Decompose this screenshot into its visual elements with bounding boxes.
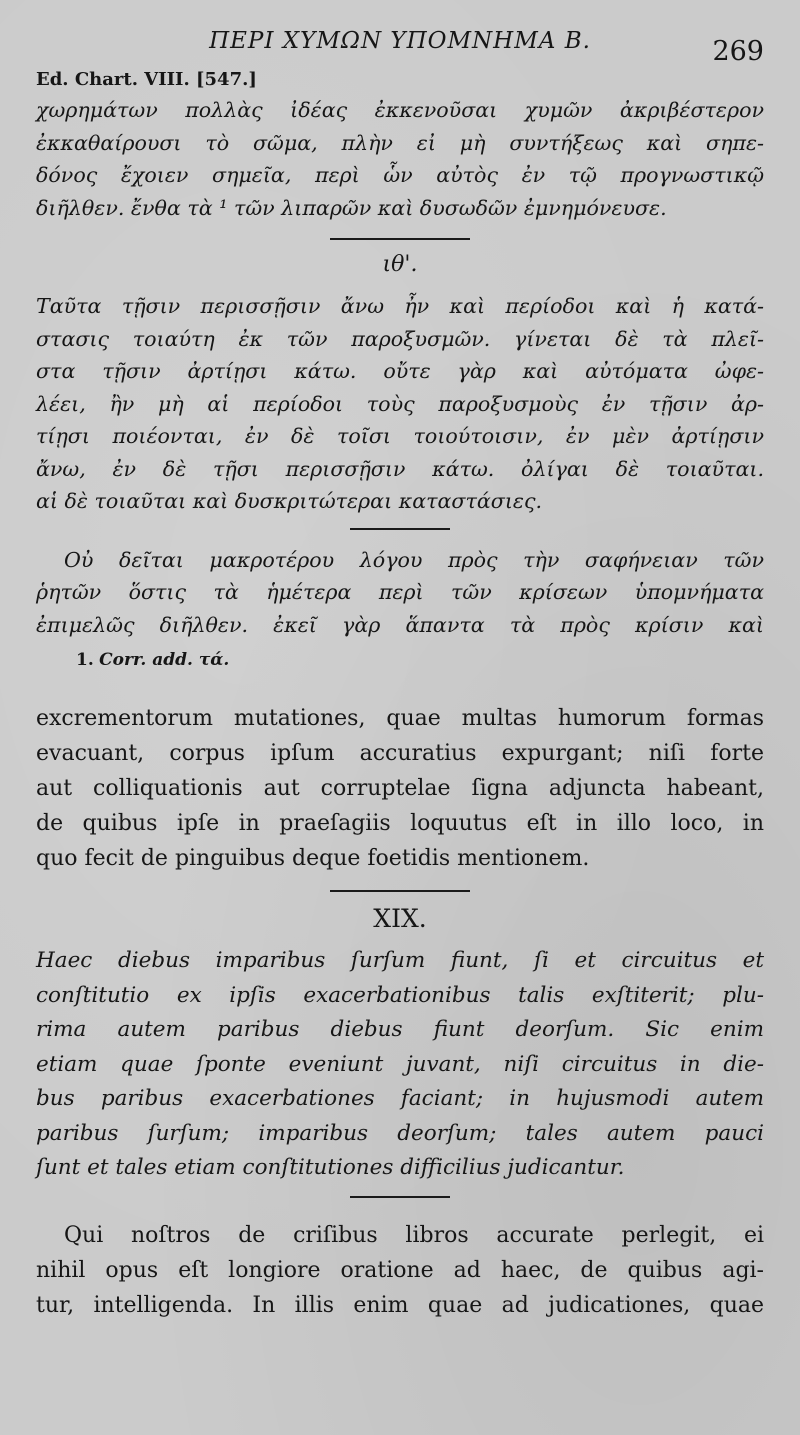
greek-line: Ταῦτα τῇσιν περισσῇσιν ἄνω ἦν καὶ περίοδοι καὶ ἡ κατά- — [36, 294, 764, 318]
latin-line: paribus ſurſum; imparibus deorſum; tales autem pauci — [36, 1120, 764, 1146]
greek-line: τίῃσι ποιέονται, ἐν δὲ τοῖσι τοιούτοισιν, ἐν μὲν ἀρτίῃσιν — [36, 424, 764, 448]
greek-line: Οὐ δεῖται μακροτέρου λόγου πρὸς τὴν σαφήνειαν τῶν — [64, 547, 764, 572]
latin-line: aut colliquationis aut corruptelae ſigna adjuncta habeant, — [36, 776, 764, 801]
footnote-text: Corr. add. τά. — [99, 650, 230, 670]
latin-line: rima autem paribus diebus fiunt deorſum. Sic enim — [36, 1017, 764, 1042]
greek-line: ἐκκαθαίρουσι τὸ σῶμα, πλὴν εἰ μὴ συντήξεως καὶ σηπε- — [36, 130, 764, 155]
latin-aphorism — [36, 944, 764, 1186]
latin-line: ſunt et tales etiam conſtitutiones difficilius judicantur. — [36, 1155, 625, 1180]
greek-line: ἄνω, ἐν δὲ τῇσι περισσῇσιν κάτω. ὀλίγαι δὲ τοιαῦται. — [36, 456, 764, 481]
greek-aphorism — [36, 290, 764, 518]
footnote-number: 1. — [76, 650, 94, 670]
latin-line: conſtitutio ex ipſis exacerbationibus talis exſtiterit; plu- — [36, 982, 764, 1008]
latin-line: quo fecit de pinguibus deque foetidis mentionem. — [36, 846, 590, 871]
greek-line: διῆλθεν. ἔνθα τὰ ¹ τῶν λιπαρῶν καὶ δυσωδῶν ἐμνημόνευσε. — [36, 195, 667, 220]
running-title: ΠΕΡΙ ΧΥΜΩΝ ΥΠΟΜΝΗΜΑ Β. — [209, 28, 591, 54]
page-header — [36, 0, 764, 66]
greek-line: ῥητῶν ὅστις τὰ ἡμέτερα περὶ τῶν κρίσεων ὑπομνήματα — [36, 580, 764, 604]
greek-line: χωρημάτων πολλὰς ἰδέας ἐκκενοῦσαι χυμῶν ἀκριβέστερον — [36, 98, 764, 122]
latin-line: de quibus ipſe in praeſagiis loquutus eſt in illo loco, in — [36, 811, 764, 836]
greek-line: στασις τοιαύτη ἐκ τῶν παροξυσμῶν. γίνεται δὲ τὰ πλεῖ- — [36, 326, 764, 351]
greek-section-number: ιθ'. — [382, 252, 418, 277]
greek-line: ἐπιμελῶς διῆλθεν. ἐκεῖ γὰρ ἅπαντα τὰ πρὸς κρίσιν καὶ — [36, 612, 764, 637]
greek-line: αἱ δὲ τοιαῦται καὶ δυσκριτώτεραι καταστάσιες. — [36, 489, 543, 513]
latin-section-number: XIX. — [373, 904, 427, 933]
greek-line: δόνος ἔχοιεν σημεῖα, περὶ ὧν αὐτὸς ἐν τῷ προγνωστικῷ — [36, 163, 764, 187]
latin-text-top — [36, 701, 764, 876]
latin-line: excrementorum mutationes, quae multas humorum formas — [36, 706, 764, 731]
greek-line: λέει, ἢν μὴ αἱ περίοδοι τοὺς παροξυσμοὺς ἐν τῇσιν ἀρ- — [36, 391, 764, 416]
latin-line: etiam quae ſponte eveniunt juvant, niſi circuitus in die- — [36, 1051, 764, 1077]
latin-line: Qui noſtros de criſibus libros accurate perlegit, ei — [64, 1222, 764, 1248]
latin-line: nihil opus eſt longiore oratione ad haec, de quibus agi- — [36, 1257, 764, 1283]
latin-line: bus paribus exacerbationes faciant; in hujusmodi autem — [36, 1086, 764, 1111]
edition-reference: Ed. Chart. VIII. [547.] — [36, 69, 257, 90]
greek-text-top — [36, 94, 764, 224]
latin-line: Haec diebus imparibus ſurſum fiunt, ſi et circuitus et — [36, 948, 764, 973]
page-number: 269 — [712, 36, 764, 67]
greek-commentary — [36, 544, 764, 642]
latin-commentary — [36, 1218, 764, 1323]
latin-line: evacuant, corpus ipſum accuratius expurgant; niſi forte — [36, 741, 764, 766]
footnote — [76, 647, 764, 673]
latin-line: tur, intelligenda. In illis enim quae ad judicationes, quae — [36, 1292, 764, 1318]
greek-line: στα τῇσιν ἀρτίῃσι κάτω. οὔτε γὰρ καὶ αὐτόματα ὠφε- — [36, 359, 764, 383]
